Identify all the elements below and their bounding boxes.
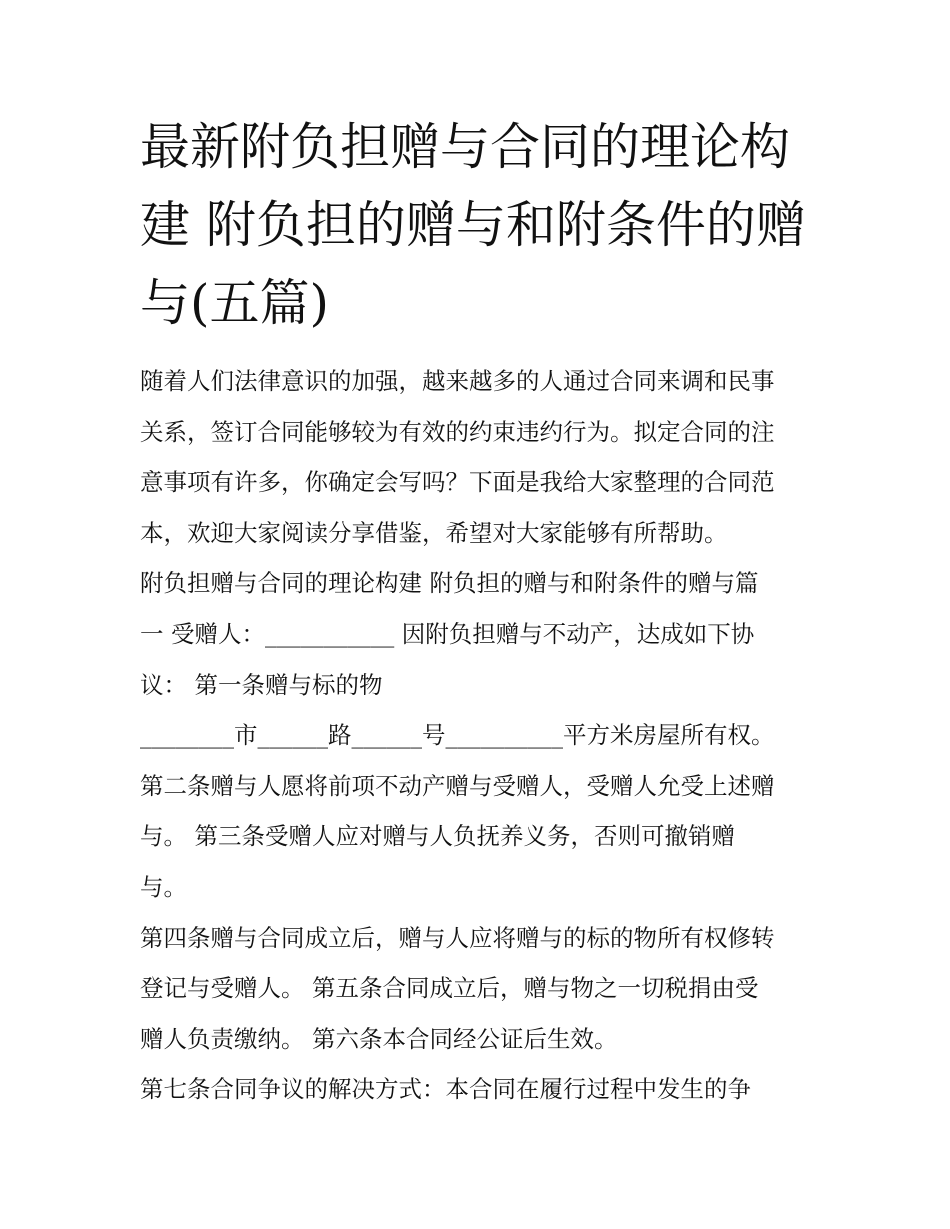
title-line: 建 附负担的赠与和附条件的赠	[140, 196, 806, 254]
document-body	[140, 356, 830, 1115]
body-line: 第七条合同争议的解决方式：本合同在履行过程中发生的争	[140, 1075, 751, 1104]
body-line: 本，欢迎大家阅读分享借鉴，希望对大家能够有所帮助。	[140, 518, 728, 547]
body-line: 附负担赠与合同的理论构建 附负担的赠与和附条件的赠与篇	[140, 569, 759, 598]
body-line: 与。 第三条受赠人应对赠与人负抚养义务，否则可撤销赠	[140, 822, 735, 851]
body-line: 一 受赠人：___________ 因附负担赠与不动产，达成如下协	[140, 619, 755, 648]
title-line: 最新附负担赠与合同的理论构	[140, 118, 790, 176]
body-line: ________市______路______号__________平方米房屋所有权。	[140, 721, 775, 750]
body-line: 随着人们法律意识的加强，越来越多的人通过合同来调和民事	[140, 367, 775, 395]
body-line: 关系，签订合同能够较为有效的约束违约行为。拟定合同的注	[140, 417, 775, 446]
document-title	[140, 108, 840, 342]
body-line: 第四条赠与合同成立后，赠与人应将赠与的标的物所有权修转	[140, 923, 775, 952]
body-line: 赠人负责缴纳。 第六条本合同经公证后生效。	[140, 1024, 618, 1053]
title-line: 与(五篇)	[140, 274, 330, 332]
body-line: 第二条赠与人愿将前项不动产赠与受赠人，受赠人允受上述赠	[140, 771, 775, 800]
body-line: 登记与受赠人。 第五条合同成立后，赠与物之一切税捐由受	[140, 974, 759, 1003]
body-line: 议： 第一条赠与标的物	[140, 670, 383, 699]
body-line: 与。	[140, 872, 187, 901]
body-line: 意事项有许多，你确定会写吗？下面是我给大家整理的合同范	[140, 468, 775, 497]
